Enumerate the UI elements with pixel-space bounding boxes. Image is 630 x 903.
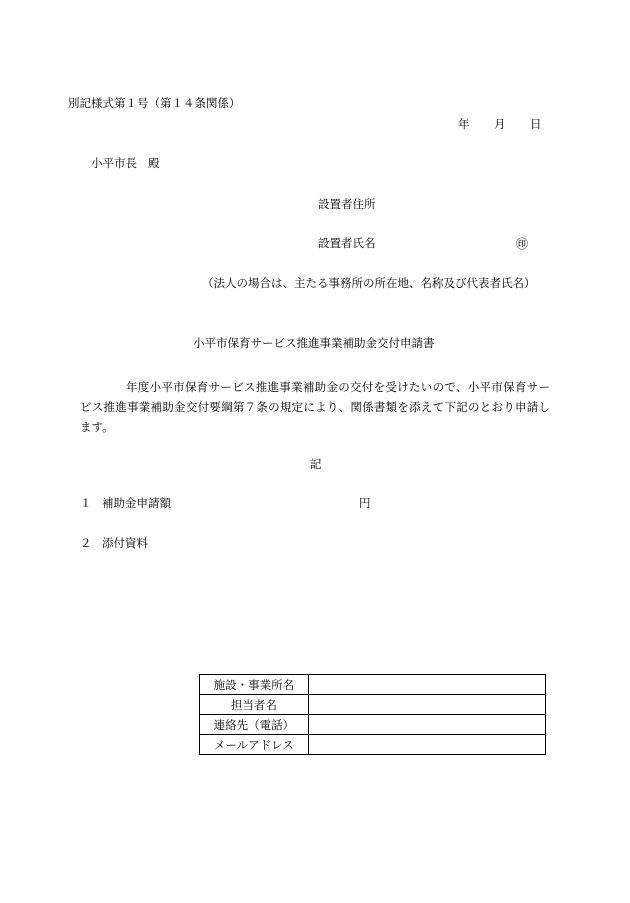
addressee-honorific: 殿 (148, 156, 160, 170)
facility-name-field[interactable] (308, 675, 545, 695)
ki-heading: 記 (310, 457, 322, 471)
phone-field[interactable] (308, 715, 545, 735)
person-in-charge-label: 担当者名 (200, 695, 309, 715)
applicant-name-label: 設置者氏名 (318, 236, 376, 250)
item-2-label: 添付資料 (102, 536, 148, 550)
contact-table (199, 674, 546, 755)
item-2-number: ２ (80, 536, 92, 550)
email-label: メールアドレス (200, 735, 309, 755)
body-paragraph: 年度小平市保育サービス推進事業補助金の交付を受けたいので、小平市保育サービス推進事業補助金交付要綱第７条の規定により、関係書類を添えて下記のとおり申請します。 (80, 380, 550, 434)
date-day: 日 (530, 117, 542, 131)
table-row (200, 675, 546, 695)
seal-mark: ㊞ (516, 237, 529, 251)
document-title: 小平市保育サービス推進事業補助金交付申請書 (193, 336, 435, 350)
item-1-unit: 円 (359, 496, 371, 510)
applicant-address-label: 設置者住所 (318, 197, 376, 211)
person-in-charge-field[interactable] (308, 695, 545, 715)
form-number: 別記様式第１号（第１４条関係） (68, 96, 241, 110)
date-month: 月 (494, 117, 506, 131)
table-row (200, 735, 546, 755)
item-1-number: １ (80, 496, 92, 510)
item-1-label: 補助金申請額 (102, 496, 171, 510)
addressee-name: 小平市長 (91, 156, 137, 170)
phone-label: 連絡先（電話） (200, 715, 309, 735)
facility-name-label: 施設・事業所名 (200, 675, 309, 695)
table-row (200, 695, 546, 715)
table-row (200, 715, 546, 735)
email-field[interactable] (308, 735, 545, 755)
date-year: 年 (458, 117, 470, 131)
corporate-note: （法人の場合は、主たる事務所の所在地、名称及び代表者氏名） (202, 276, 536, 290)
